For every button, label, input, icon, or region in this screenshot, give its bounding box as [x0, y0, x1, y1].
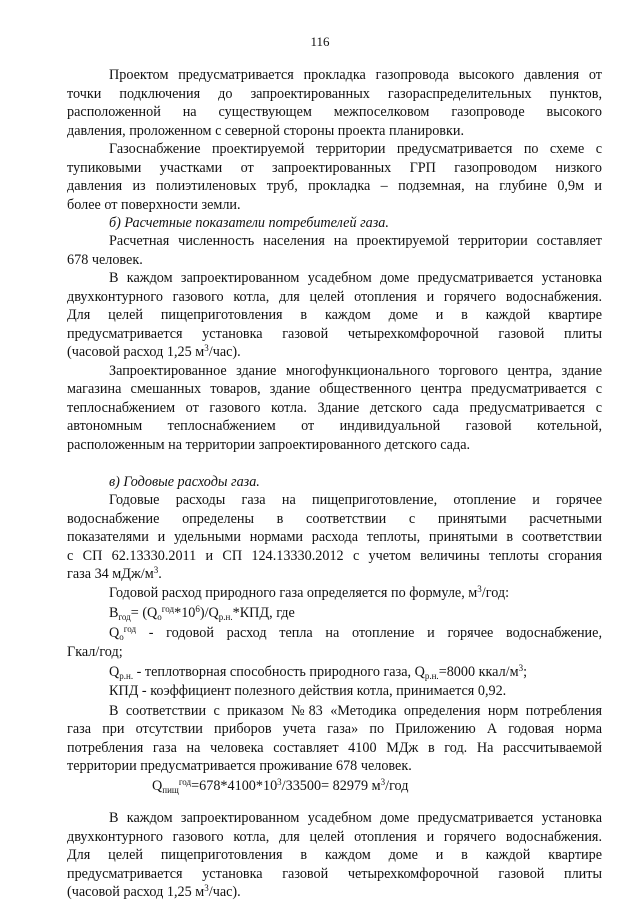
text-line: газа при отсутствии приборов учета газа» по Приложению А годовая норма — [67, 721, 602, 737]
text-line: В каждом запроектированном усадебном доме предусматривается установка — [109, 270, 602, 286]
text-line: Расчетная численность населения на проектируемой территории составляет — [109, 233, 602, 249]
text-line: 678 человек. — [67, 252, 143, 268]
text-line: автономным теплоснабжением от индивидуальной газовой котельной, — [67, 418, 602, 434]
text-line: с СП 62.13330.2011 и СП 124.13330.2012 с учетом величины теплоты сгорания — [67, 548, 602, 564]
text-line: Запроектированное здание многофункционального торгового центра, здание — [109, 363, 602, 379]
text-line: расположенным на территории запроектированного детского сада. — [67, 437, 471, 453]
text-line: расположенной на существующем межпоселковом газопроводе высокого — [67, 104, 602, 120]
text-line: Для целей пищеприготовления в каждом доме и в каждой квартире — [67, 847, 602, 863]
formula-intro: Годовой расход природного газа определяется по формуле, $м^3$/год: — [109, 584, 510, 601]
text-line: Газоснабжение проектируемой территории предусматривается по схеме с — [109, 141, 602, 157]
text-line: более от поверхности земли. — [67, 197, 241, 213]
definition-line: Гкал/год; — [67, 644, 123, 660]
text-line: водоснабжение определены в соответствии с принятыми расчетными — [67, 511, 602, 527]
text-line: В каждом запроектированном усадебном доме предусматривается установка — [109, 810, 602, 826]
text-line: двухконтурного газового котла, для целей отопления и горячего водоснабжения. — [67, 289, 602, 305]
text-line: газа 34 мДж/$м^3$. — [67, 565, 162, 582]
text-line: (часовой расход 1,25 $м^3/час$). — [67, 883, 241, 900]
text-line: (часовой расход 1,25 $м^3/час$). — [67, 343, 241, 360]
text-line: магазина смешанных товаров, здание общественного центра предусматривается с — [67, 381, 602, 397]
text-line: показателями и удельными нормами расхода теплоты, принятыми в соответствии — [67, 529, 602, 545]
page-number: 116 — [310, 34, 330, 49]
formula: $В_{год}= (Q_о^{год}*10^6)/Q_{р.н.}*КПД$, где — [109, 604, 295, 622]
calculation: $Q_{пищ}^{год}=678*4100*10^3/33500= 82979$ $м^3$/год — [152, 777, 409, 795]
definition-line: $Q_{р.н.}$ - теплотворная способность природного газа, $Q_{р.н.}=8000$ ккал/$м^3$; — [109, 663, 528, 681]
text-line: Для целей пищеприготовления в каждом доме и в каждой квартире — [67, 307, 602, 323]
definition-line: $Q_о^{год}$ - годовой расход тепла на отопление и горячее водоснабжение, — [109, 624, 602, 642]
text-line: тупиковыми участками от запроектированных ГРП газопроводом низкого — [67, 160, 602, 176]
text-line: давления из полиэтиленовых труб, прокладка – подземная, на глубине 0,9м и — [67, 178, 602, 194]
text-line: Годовые расходы газа на пищеприготовление, отопление и горячее — [109, 492, 602, 508]
text-line: территории предусматривается проживание 678 человек. — [67, 758, 412, 774]
text-line: В соответствии с приказом №83 «Методика определения норм потребления — [109, 703, 602, 719]
text-line: потребления газа на человека составляет 4100 МДж в год. На рассчитываемой — [67, 740, 602, 756]
text-line: предусматривается установка газовой четырехкомфорочной газовой плиты — [67, 326, 602, 342]
text-line: теплоснабжением от газового котла. Здание детского сада предусматривается с — [67, 400, 602, 416]
text-line: точки подключения до запроектированных газораспределительных пунктов, — [67, 86, 602, 102]
text-line: предусматривается установка газовой четырехкомфорочной газовой плиты — [67, 866, 602, 882]
text-line: двухконтурного газового котла, для целей отопления и горячего водоснабжения. — [67, 829, 602, 845]
definition-line: КПД - коэффициент полезного действия котла, принимается 0,92. — [109, 683, 507, 699]
text-line: Проектом предусматривается прокладка газопровода высокого давления от — [109, 67, 602, 83]
text-line: давления, проложенном с северной стороны проекта планировки. — [67, 123, 465, 139]
section-heading: б) Расчетные показатели потребителей газа. — [109, 215, 389, 231]
section-heading: в) Годовые расходы газа. — [109, 474, 260, 490]
